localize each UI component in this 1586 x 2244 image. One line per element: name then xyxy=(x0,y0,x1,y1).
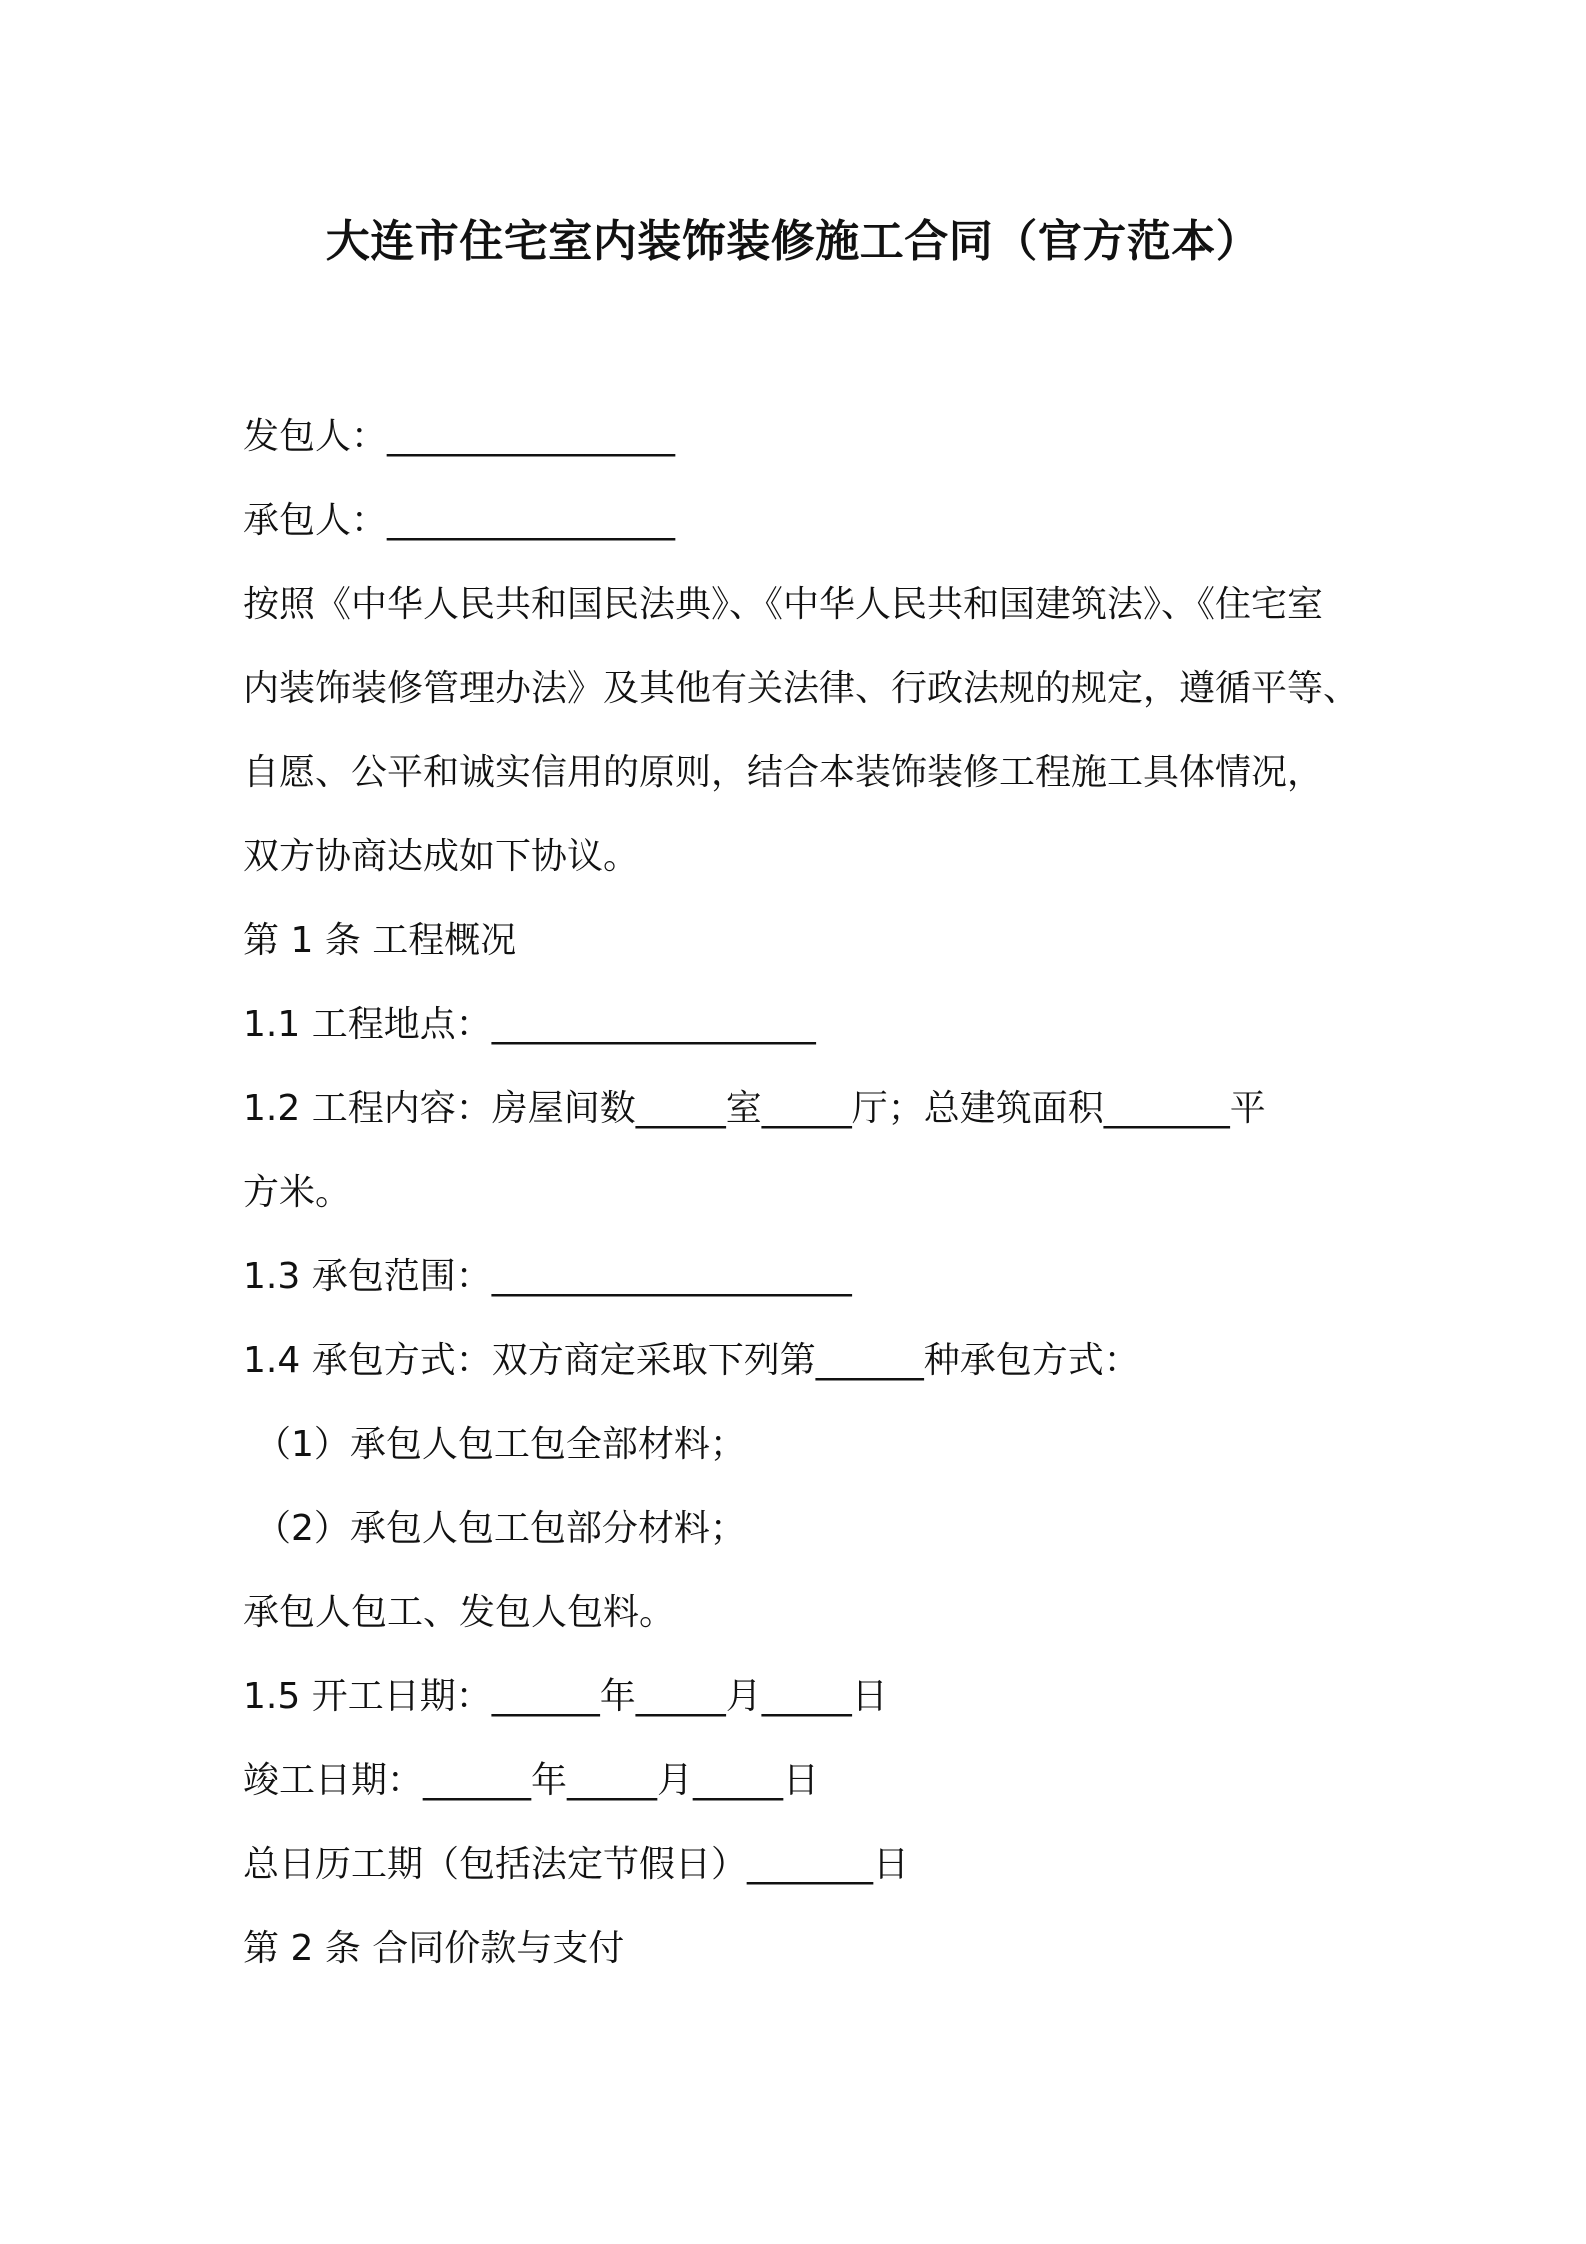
option-2: （2）承包人包工包部分材料； xyxy=(255,1508,746,1549)
clause-1-3: 1.3 承包范围：____________________ xyxy=(243,1256,852,1297)
employer-line: 发包人：________________ xyxy=(243,416,676,457)
clause-1-2: 1.2 工程内容：房屋间数_____室_____厅；总建筑面积_______平 xyxy=(243,1088,1266,1129)
document-title: 大连市住宅室内装饰装修施工合同（官方范本） xyxy=(325,216,1261,267)
preamble-line-3: 自愿、公平和诚实信用的原则，结合本装饰装修工程施工具体情况， xyxy=(243,752,1324,793)
option-3: 承包人包工、发包人包料。 xyxy=(243,1592,676,1633)
preamble-line-1: 按照《中华人民共和国民法典》、《中华人民共和国建筑法》、《住宅室 xyxy=(243,584,1324,625)
option-1: （1）承包人包工包全部材料； xyxy=(255,1424,746,1465)
preamble-line-2: 内装饰装修管理办法》及其他有关法律、行政法规的规定，遵循平等、 xyxy=(243,668,1360,709)
contractor-line: 承包人：________________ xyxy=(243,500,676,541)
total-duration: 总日历工期（包括法定节假日）_______日 xyxy=(243,1844,910,1885)
clause-1-4: 1.4 承包方式：双方商定采取下列第______种承包方式： xyxy=(243,1340,1140,1381)
article-1-heading: 第 1 条 工程概况 xyxy=(243,920,517,961)
preamble-line-4: 双方协商达成如下协议。 xyxy=(243,836,640,877)
completion-date: 竣工日期：______年_____月_____日 xyxy=(243,1760,820,1801)
clause-1-2-continued: 方米。 xyxy=(243,1172,352,1213)
clause-1-1: 1.1 工程地点：__________________ xyxy=(243,1004,816,1045)
clause-1-5-start-date: 1.5 开工日期：______年_____月_____日 xyxy=(243,1676,888,1717)
article-2-heading: 第 2 条 合同价款与支付 xyxy=(243,1928,625,1969)
